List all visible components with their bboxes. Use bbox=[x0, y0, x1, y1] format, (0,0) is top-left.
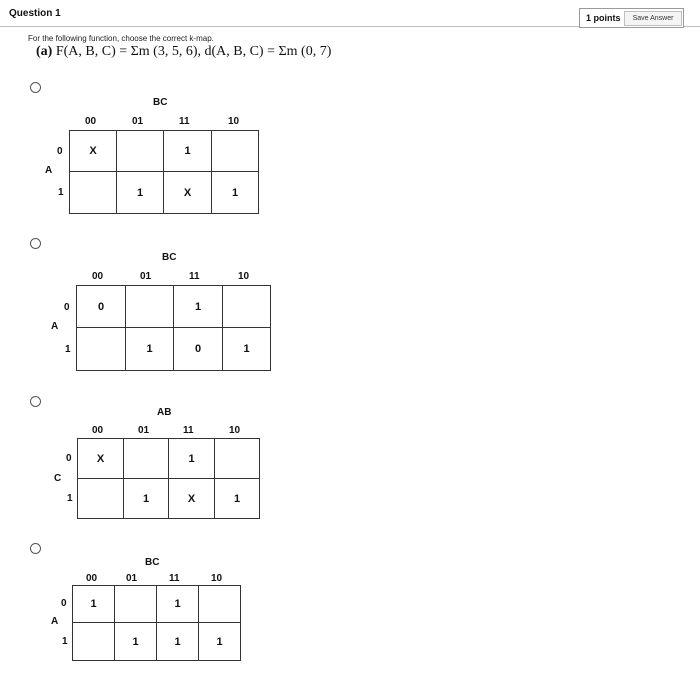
kmap-cell bbox=[123, 438, 169, 479]
kmap-top-variable: BC bbox=[153, 97, 168, 108]
kmap-cell bbox=[211, 130, 259, 172]
kmap-cell bbox=[114, 585, 157, 623]
question-meta-box bbox=[579, 8, 684, 28]
kmap-col-label: 11 bbox=[169, 573, 180, 584]
kmap-row-label: 1 bbox=[62, 636, 68, 647]
kmap-side-variable: A bbox=[45, 165, 53, 176]
kmap-cell: X bbox=[163, 171, 212, 214]
kmap-cell: 1 bbox=[125, 327, 174, 371]
kmap-cell bbox=[198, 585, 241, 623]
kmap-col-label: 10 bbox=[238, 271, 250, 282]
kmap-cell bbox=[116, 130, 164, 172]
kmap-top-variable: BC bbox=[162, 252, 177, 263]
formula-function: F(A, B, C) = Σm (3, 5, 6), d(A, B, C) = Σm (0, 7) bbox=[55, 44, 332, 59]
question-instruction: For the following function, choose the correct k-map. bbox=[28, 34, 214, 43]
option-4-radio[interactable] bbox=[30, 543, 41, 554]
points-label: 1 points bbox=[586, 13, 621, 23]
kmap-col-label: 00 bbox=[86, 573, 98, 584]
question-title: Question 1 bbox=[9, 8, 61, 19]
kmap-col-label: 01 bbox=[138, 425, 150, 436]
kmap-cell: X bbox=[77, 438, 124, 479]
kmap-cell: 1 bbox=[198, 622, 241, 661]
kmap-side-variable: C bbox=[54, 473, 62, 484]
kmap-cell: X bbox=[168, 478, 215, 519]
kmap-col-label: 00 bbox=[92, 425, 104, 436]
kmap-cell: 1 bbox=[214, 478, 260, 519]
kmap-col-label: 01 bbox=[140, 271, 152, 282]
kmap-cell: 1 bbox=[168, 438, 215, 479]
question-header bbox=[0, 0, 700, 27]
kmap-cell: 1 bbox=[163, 130, 212, 172]
option-1-radio[interactable] bbox=[30, 82, 41, 93]
kmap-side-variable: A bbox=[51, 616, 59, 627]
kmap-cell: 1 bbox=[173, 285, 223, 328]
kmap-col-label: 10 bbox=[211, 573, 223, 584]
kmap-row-label: 1 bbox=[67, 493, 73, 504]
kmap-cell bbox=[77, 478, 124, 519]
kmap-cell bbox=[76, 327, 126, 371]
kmap-cell: 1 bbox=[72, 585, 115, 623]
kmap-col-label: 11 bbox=[189, 271, 200, 282]
kmap-row-label: 0 bbox=[61, 598, 67, 609]
save-answer-button[interactable]: Save Answer bbox=[624, 11, 682, 26]
kmap-col-label: 01 bbox=[132, 116, 144, 127]
kmap-row-label: 1 bbox=[65, 344, 71, 355]
kmap-cell: 1 bbox=[211, 171, 259, 214]
kmap-col-label: 11 bbox=[179, 116, 190, 127]
kmap-cell: 1 bbox=[116, 171, 164, 214]
kmap-col-label: 01 bbox=[126, 573, 138, 584]
kmap-cell: 1 bbox=[222, 327, 271, 371]
kmap-col-label: 11 bbox=[183, 425, 194, 436]
kmap-cell: 1 bbox=[156, 585, 199, 623]
kmap-col-label: 00 bbox=[92, 271, 104, 282]
formula-part-label: (a) bbox=[36, 44, 53, 59]
question-formula bbox=[36, 44, 331, 60]
kmap-top-variable: BC bbox=[145, 557, 160, 568]
kmap-cell: 1 bbox=[123, 478, 169, 519]
kmap-cell: 0 bbox=[76, 285, 126, 328]
option-3-radio[interactable] bbox=[30, 396, 41, 407]
kmap-side-variable: A bbox=[51, 321, 59, 332]
kmap-cell: 1 bbox=[114, 622, 157, 661]
kmap-row-label: 0 bbox=[57, 146, 63, 157]
option-2-radio[interactable] bbox=[30, 238, 41, 249]
kmap-cell bbox=[72, 622, 115, 661]
kmap-row-label: 0 bbox=[66, 453, 72, 464]
kmap-cell: 0 bbox=[173, 327, 223, 371]
kmap-cell bbox=[222, 285, 271, 328]
kmap-row-label: 0 bbox=[64, 302, 70, 313]
kmap-col-label: 10 bbox=[229, 425, 241, 436]
kmap-col-label: 00 bbox=[85, 116, 97, 127]
kmap-top-variable: AB bbox=[157, 407, 172, 418]
kmap-col-label: 10 bbox=[228, 116, 240, 127]
kmap-cell bbox=[214, 438, 260, 479]
kmap-cell: X bbox=[69, 130, 117, 172]
kmap-cell: 1 bbox=[156, 622, 199, 661]
kmap-cell bbox=[125, 285, 174, 328]
kmap-row-label: 1 bbox=[58, 187, 64, 198]
kmap-cell bbox=[69, 171, 117, 214]
